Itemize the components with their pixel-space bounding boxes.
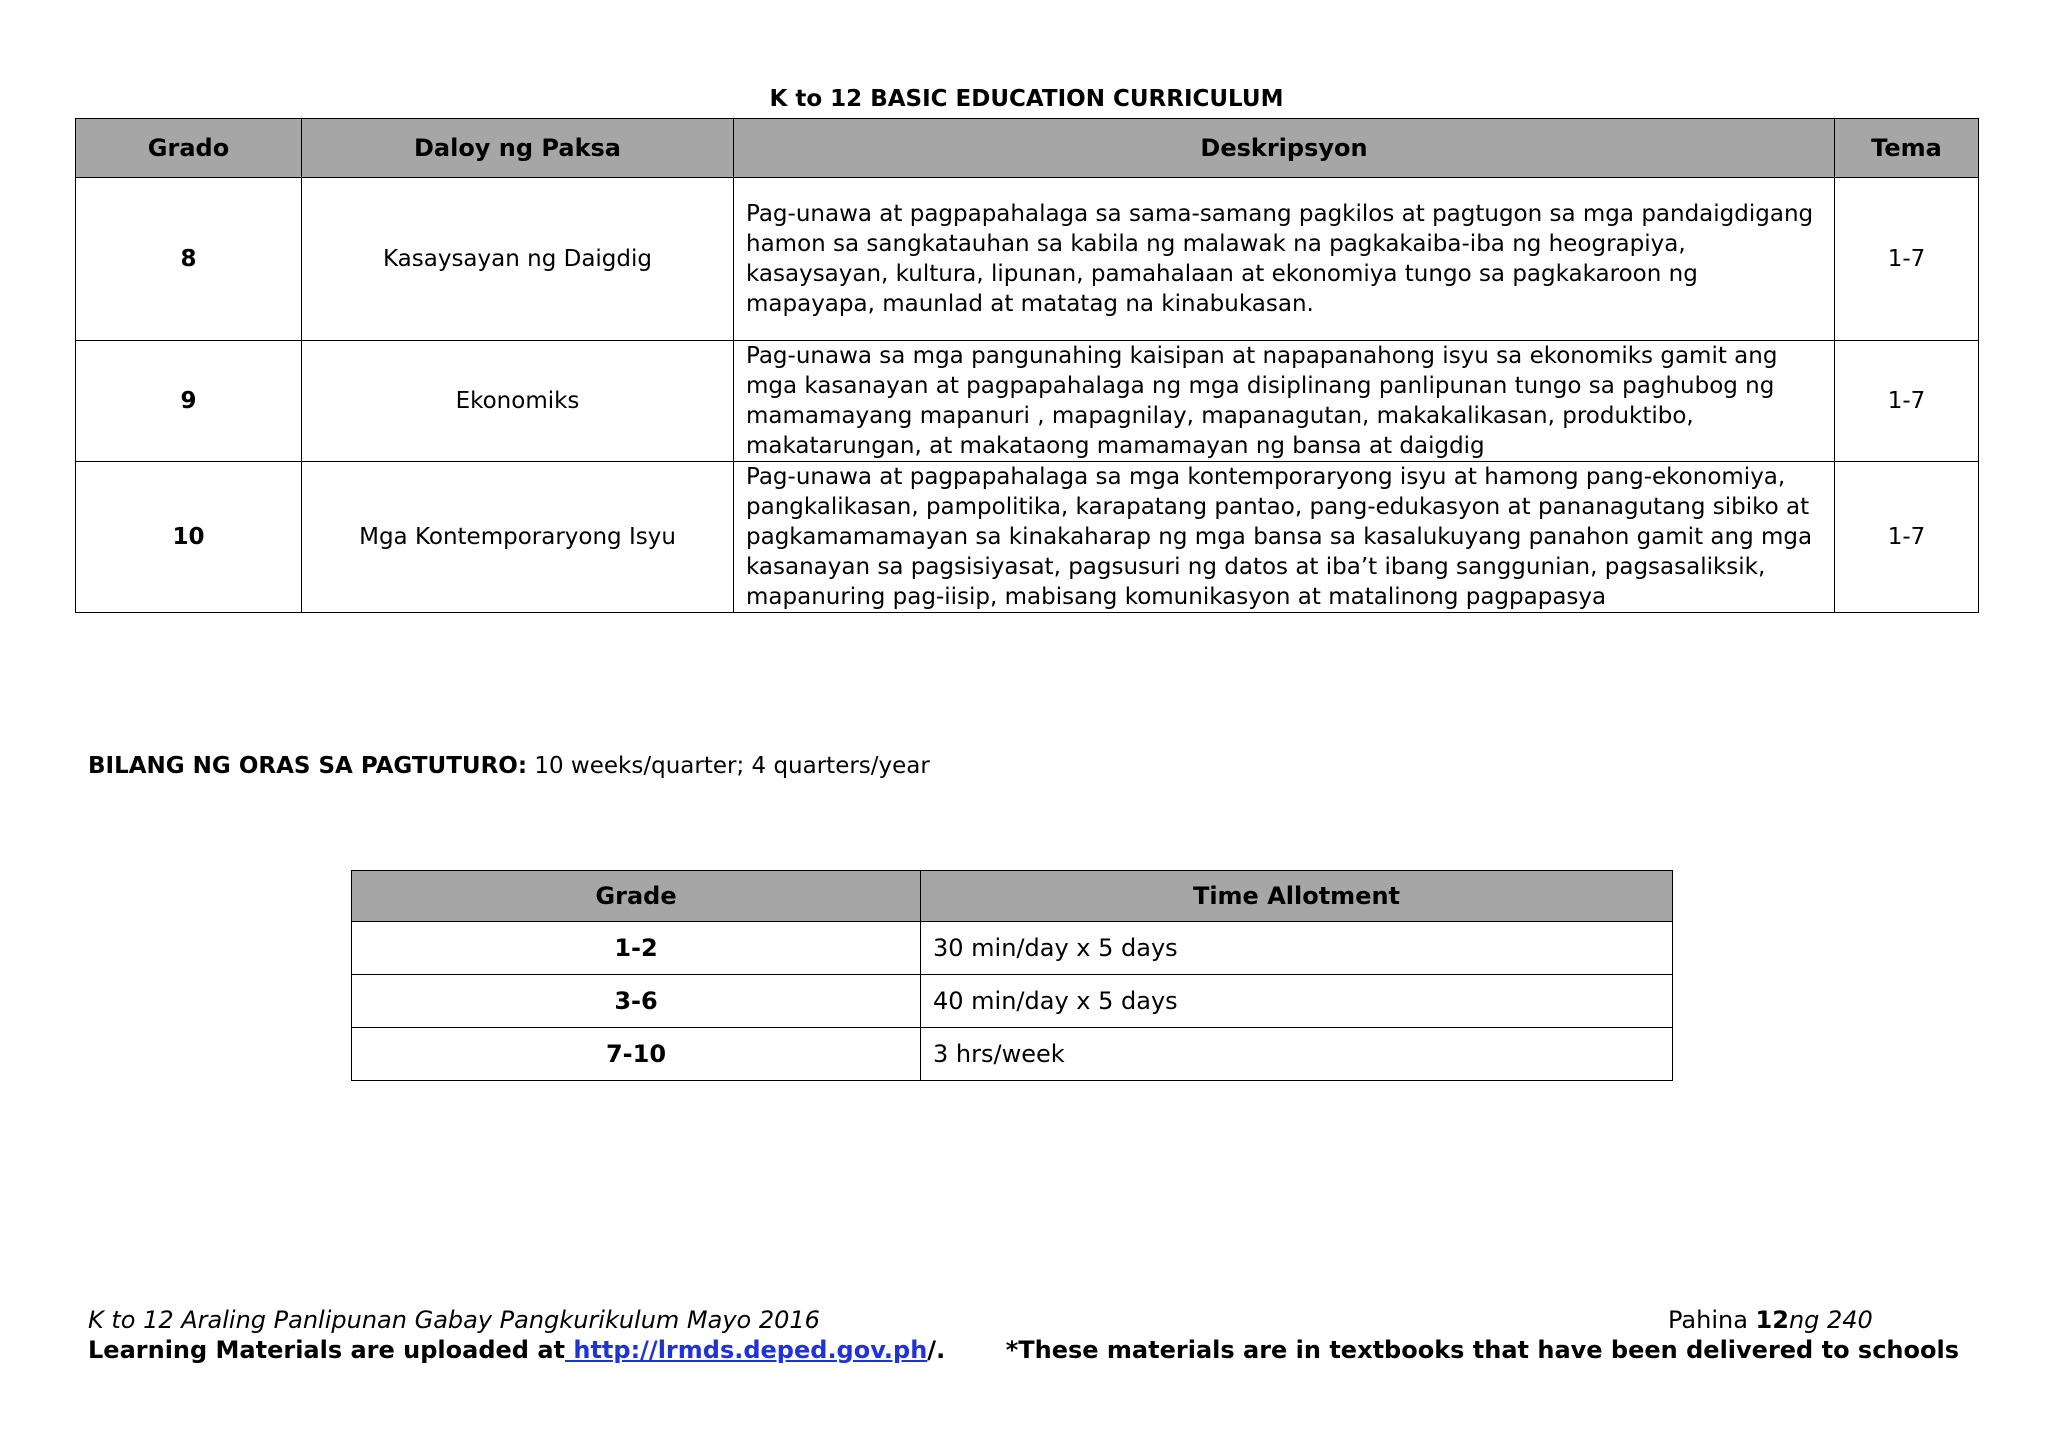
description-cell: Pag-unawa sa mga pangunahing kaisipan at napapanahong isyu sa ekonomiks gamit ang mga kasanayan at pagpapahalaga ng mga disiplinang panlipunan tungo sa paghubog ng mamamayang mapanuri , mapagnilay, mapanagutan, makakalikasan, produktibo, makatarungan, at makataong mamamayan ng bansa at daigdig <box>734 341 1835 462</box>
time-cell: 30 min/day x 5 days <box>921 922 1673 975</box>
grade-cell: 9 <box>76 341 302 462</box>
page-number: 12 <box>1755 1306 1789 1334</box>
upload-suffix: /. <box>927 1336 946 1364</box>
header-tema: Tema <box>1835 119 1979 178</box>
tema-cell: 1-7 <box>1835 178 1979 341</box>
topic-cell: Ekonomiks <box>302 341 734 462</box>
table-row <box>352 922 1673 975</box>
table-row <box>76 341 1979 462</box>
table-row <box>352 975 1673 1028</box>
teaching-hours-label: BILANG NG ORAS SA PAGTUTURO: <box>88 753 528 779</box>
header-daloy-ng-paksa: Daloy ng Paksa <box>302 119 734 178</box>
description-cell: Pag-unawa at pagpapahalaga sa mga kontemporaryong isyu at hamong pang-ekonomiya, pangkalikasan, pampolitika, karapatang pantao, pang-edukasyon at pananagutang sibiko at pagkamamamayan sa kinakaharap ng mga bansa sa kasalukuyang panahon gamit ang mga kasanayan sa pagsisiyasat, pagsusuri ng datos at iba’t ibang sanggunian, pagsasaliksik, mapanuring pag-iisip, mabisang komunikasyon at matalinong pagpapasya <box>734 462 1835 613</box>
teaching-hours-value: 10 weeks/quarter; 4 quarters/year <box>534 753 930 779</box>
time-allotment-table <box>351 870 1673 1081</box>
header-grade: Grade <box>352 871 921 922</box>
page-indicator <box>1668 1306 1873 1334</box>
page-prefix: Pahina <box>1668 1306 1756 1334</box>
topic-cell: Mga Kontemporaryong Isyu <box>302 462 734 613</box>
description-cell: Pag-unawa at pagpapahalaga sa sama-samang pagkilos at pagtugon sa mga pandaigdigang hamon sa sangkatauhan sa kabila ng malawak na pagkakaiba-iba ng heograpiya, kasaysayan, kultura, lipunan, pamahalaan at ekonomiya tungo sa pagkakaroon ng mapayapa, maunlad at matatag na kinabukasan. <box>734 178 1835 341</box>
footer-upload-note <box>88 1336 945 1364</box>
footer-guide-title: K to 12 Araling Panlipunan Gabay Pangkurikulum Mayo 2016 <box>88 1306 820 1334</box>
document-title: K to 12 BASIC EDUCATION CURRICULUM <box>769 86 1284 112</box>
curriculum-table-header <box>76 119 1979 178</box>
table-row <box>76 462 1979 613</box>
grade-range-cell: 1-2 <box>352 922 921 975</box>
lrmds-link[interactable]: http://lrmds.deped.gov.ph <box>565 1336 928 1364</box>
grade-range-cell: 3-6 <box>352 975 921 1028</box>
table-row <box>352 1028 1673 1081</box>
topic-cell: Kasaysayan ng Daigdig <box>302 178 734 341</box>
grade-cell: 8 <box>76 178 302 341</box>
tema-cell: 1-7 <box>1835 341 1979 462</box>
grade-range-cell: 7-10 <box>352 1028 921 1081</box>
header-deskripsyon: Deskripsyon <box>734 119 1835 178</box>
footer-textbook-note: *These materials are in textbooks that have been delivered to schools <box>1005 1336 1959 1364</box>
page-suffix: ng 240 <box>1788 1306 1873 1334</box>
curriculum-table <box>75 118 1979 613</box>
time-table-header <box>352 871 1673 922</box>
upload-prefix: Learning Materials are uploaded at <box>88 1336 565 1364</box>
time-cell: 40 min/day x 5 days <box>921 975 1673 1028</box>
header-time-allotment: Time Allotment <box>921 871 1673 922</box>
header-grado: Grado <box>76 119 302 178</box>
teaching-hours <box>88 753 930 779</box>
grade-cell: 10 <box>76 462 302 613</box>
tema-cell: 1-7 <box>1835 462 1979 613</box>
time-cell: 3 hrs/week <box>921 1028 1673 1081</box>
table-row <box>76 178 1979 341</box>
